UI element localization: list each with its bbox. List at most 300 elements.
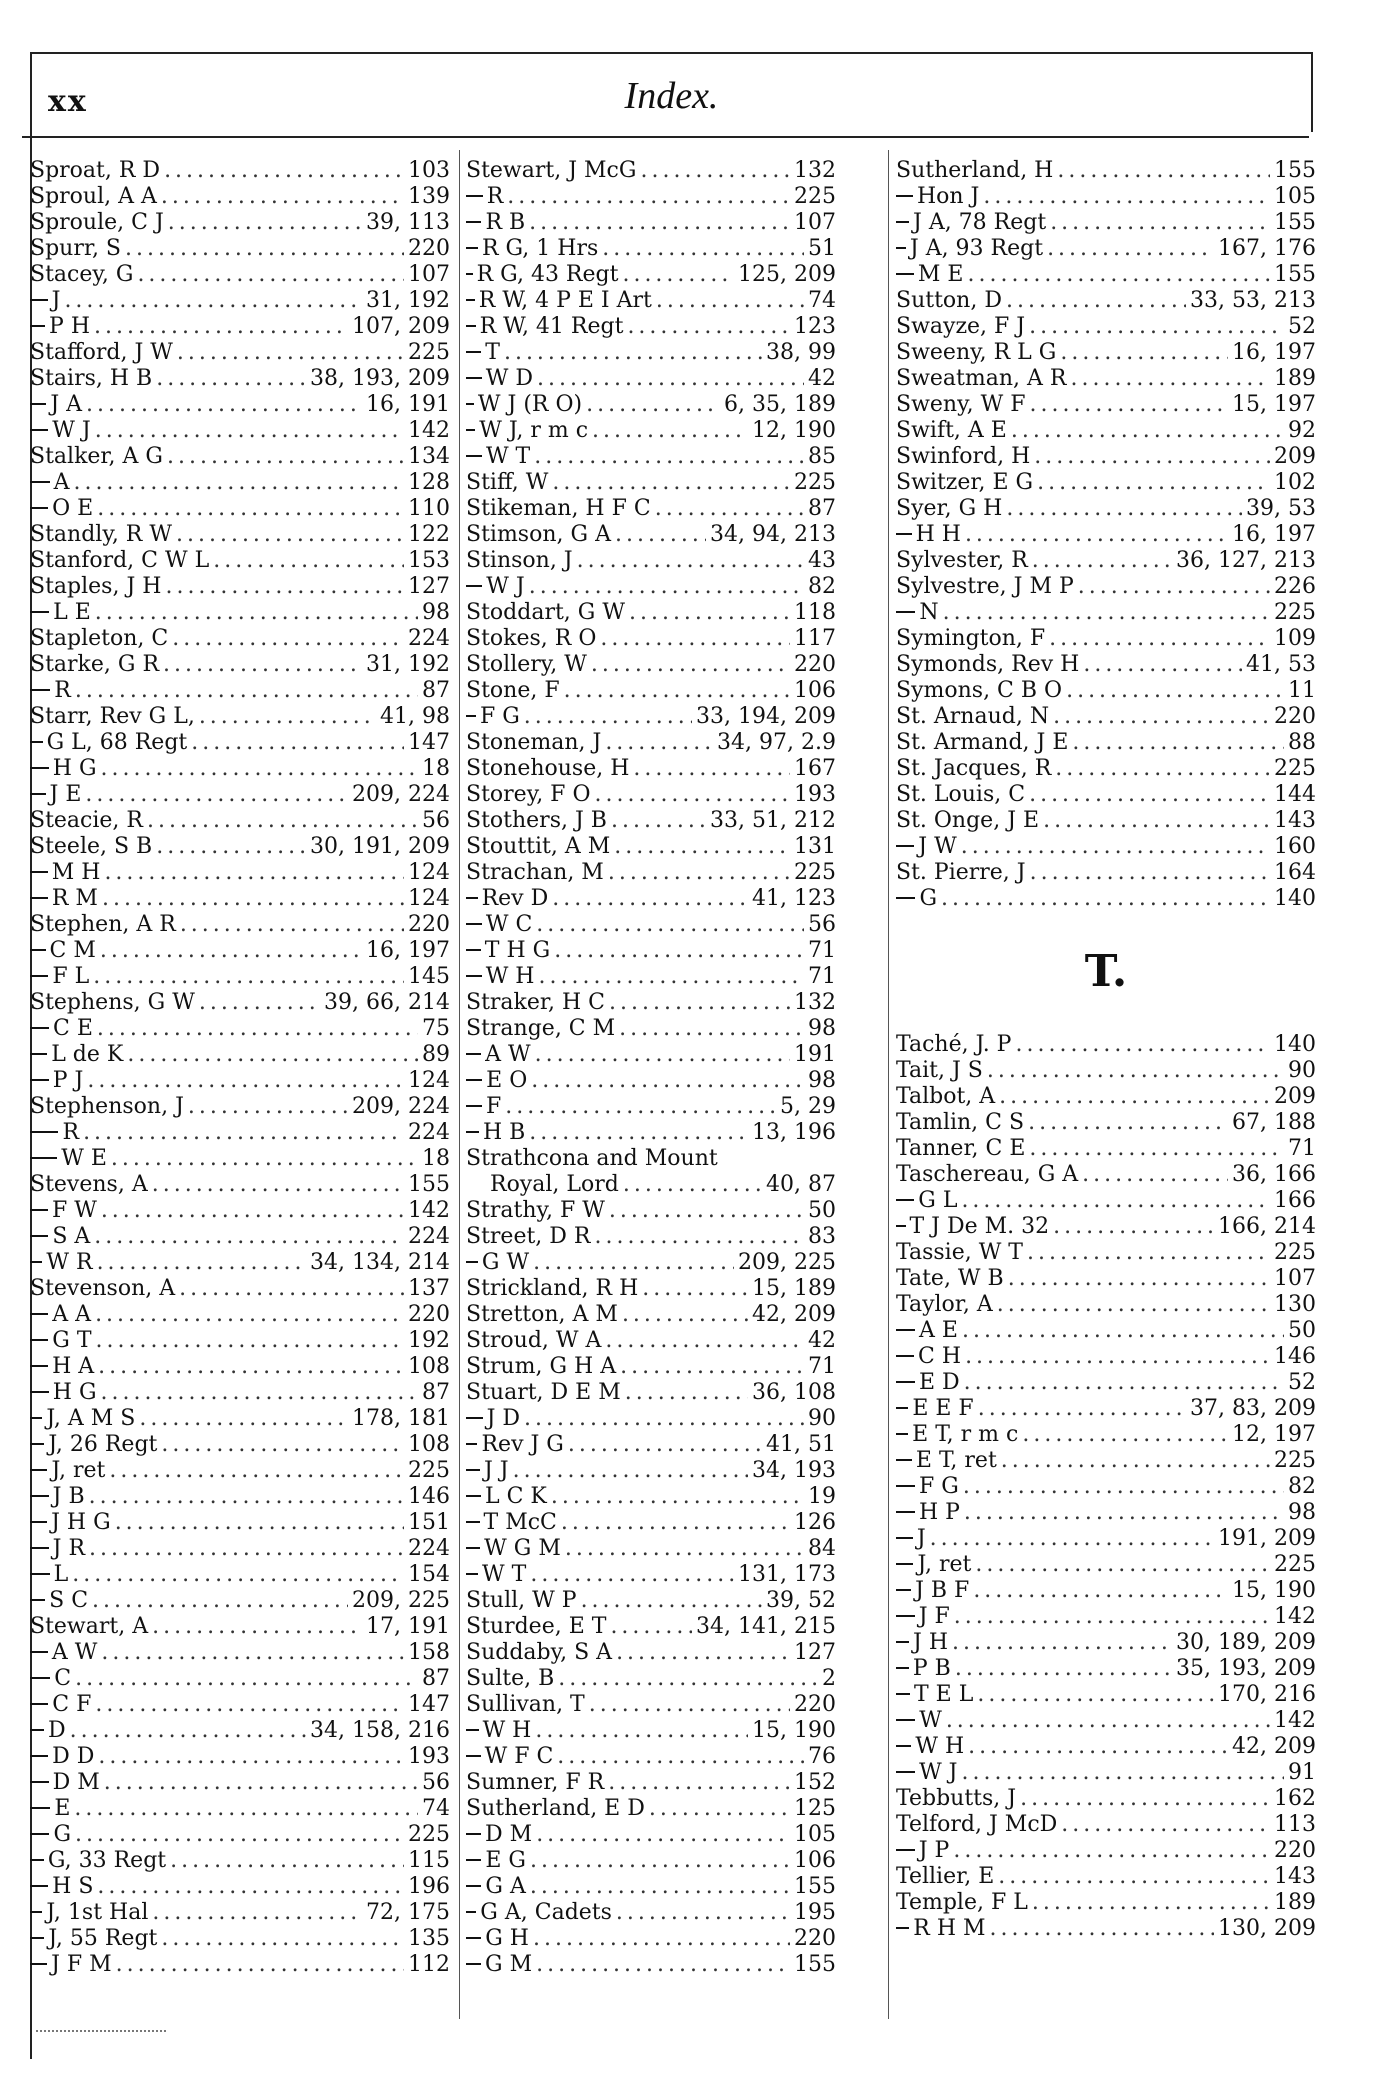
index-entry	[896, 1526, 1316, 1552]
index-entry	[30, 704, 450, 730]
ditto-dash	[466, 403, 474, 405]
ditto-dash	[466, 455, 482, 457]
entry-name: Stephenson, J	[30, 1094, 184, 1119]
leader-dots	[95, 1692, 404, 1718]
entry-pages: 91	[1288, 1760, 1316, 1785]
index-entry	[466, 1380, 836, 1406]
entry-pages: 33, 194, 209	[696, 704, 836, 729]
leader-dots	[535, 1042, 790, 1068]
entry-name: St. Jacques, R	[896, 756, 1052, 781]
leader-dots	[1020, 1786, 1270, 1812]
ditto-dash	[466, 1469, 480, 1471]
entry-pages: 224	[408, 1536, 450, 1561]
entry-pages: 15, 197	[1232, 392, 1316, 417]
entry-name: G L	[918, 1188, 958, 1213]
entry-name: E O	[486, 1068, 528, 1093]
entry-name: Syer, G H	[896, 496, 1003, 521]
entry-name: Tamlin, C S	[896, 1110, 1025, 1135]
leader-dots	[104, 1770, 418, 1796]
entry-pages: 153	[408, 548, 450, 573]
entry-pages: 134	[408, 444, 450, 469]
entry-pages: 15, 190	[1232, 1578, 1316, 1603]
entry-pages: 2	[822, 1666, 836, 1691]
index-entry	[466, 210, 836, 236]
leader-dots	[176, 522, 404, 548]
entry-name: Stacey, G	[30, 262, 134, 287]
entry-name: Stairs, H B	[30, 366, 153, 391]
entry-pages: 31, 192	[366, 288, 450, 313]
leader-dots	[529, 574, 804, 600]
entry-pages: 90	[808, 1406, 836, 1431]
leader-dots	[505, 1094, 776, 1120]
ditto-dash	[30, 429, 48, 431]
entry-name: J H G	[51, 1510, 111, 1535]
ditto-dash	[466, 1755, 481, 1757]
index-entry	[896, 730, 1316, 756]
leader-dots	[1029, 314, 1284, 340]
leader-dots	[611, 808, 706, 834]
ditto-dash	[466, 247, 478, 249]
index-entry	[466, 366, 836, 392]
leader-dots	[533, 1926, 790, 1952]
entry-name: Stimson, G A	[466, 522, 611, 547]
index-entry	[896, 158, 1316, 184]
entry-name: C E	[53, 1016, 93, 1041]
entry-name: W H	[915, 1734, 965, 1759]
entry-pages: 15, 189	[752, 1276, 836, 1301]
leader-dots	[199, 704, 376, 730]
ditto-dash	[30, 1703, 48, 1705]
leader-dots	[568, 1432, 762, 1458]
entry-pages: 12, 197	[1232, 1422, 1316, 1447]
index-entry	[466, 782, 836, 808]
entry-name: W E	[61, 1146, 107, 1171]
index-entry	[896, 1240, 1316, 1266]
leader-dots	[586, 392, 720, 418]
entry-pages: 151	[408, 1510, 450, 1535]
entry-name: J, A M S	[46, 1406, 136, 1431]
entry-pages: 128	[408, 470, 450, 495]
entry-pages: 155	[408, 1172, 450, 1197]
entry-pages: 34, 134, 214	[310, 1250, 450, 1275]
entry-name: T H G	[484, 938, 551, 963]
ditto-dash	[896, 1615, 915, 1617]
entry-name: Sullivan, T	[466, 1692, 585, 1717]
entry-name: Stiff, W	[466, 470, 549, 495]
leader-dots	[962, 1318, 1284, 1344]
entry-name: Telford, J McD	[896, 1812, 1058, 1837]
leader-dots	[97, 1874, 404, 1900]
entry-name: F W	[51, 1198, 97, 1223]
index-entry	[30, 1744, 450, 1770]
leader-dots	[978, 1396, 1186, 1422]
index-entry	[896, 1110, 1316, 1136]
leader-dots	[101, 1380, 418, 1406]
index-entry	[466, 756, 836, 782]
entry-pages: 90	[1288, 1058, 1316, 1083]
entry-name: L de K	[51, 1042, 124, 1067]
ditto-dash	[896, 195, 913, 197]
entry-pages: 33, 51, 212	[710, 808, 836, 833]
entry-name: Tebbutts, J	[896, 1786, 1017, 1811]
entry-name: E E F	[912, 1396, 974, 1421]
entry-pages: 71	[808, 964, 836, 989]
index-entry	[466, 548, 836, 574]
entry-pages: 146	[1274, 1344, 1316, 1369]
entry-pages: 125, 209	[738, 262, 836, 287]
leader-dots	[1061, 1812, 1270, 1838]
index-entry	[466, 1562, 836, 1588]
leader-dots	[87, 1068, 404, 1094]
entry-name: H A	[52, 1354, 95, 1379]
leader-dots	[139, 1406, 348, 1432]
ditto-dash	[30, 1781, 49, 1783]
leader-dots	[127, 1042, 418, 1068]
leader-dots	[70, 1718, 306, 1744]
leader-dots	[619, 1016, 804, 1042]
entry-name: J D	[486, 1406, 521, 1431]
leader-dots	[97, 1016, 418, 1042]
entry-name: R B	[485, 210, 526, 235]
leader-dots	[537, 366, 804, 392]
entry-name: Stikeman, H F C	[466, 496, 651, 521]
index-entry	[466, 340, 836, 366]
index-entry	[466, 1692, 836, 1718]
entry-name: St. Pierre, J	[896, 860, 1026, 885]
entry-pages: 51	[808, 236, 836, 261]
index-entry	[30, 730, 450, 756]
leader-dots	[1030, 860, 1270, 886]
entry-pages: 162	[1274, 1786, 1316, 1811]
entry-pages: 37, 83, 209	[1190, 1396, 1316, 1421]
index-entry	[30, 392, 450, 418]
ditto-dash	[466, 1859, 481, 1861]
index-entry	[30, 1484, 450, 1510]
entry-name: Strathcona and Mount	[466, 1146, 718, 1171]
entry-name: T	[485, 340, 500, 365]
entry-pages: 110	[408, 496, 450, 521]
leader-dots	[1053, 1214, 1214, 1240]
entry-pages: 76	[808, 1744, 836, 1769]
leader-dots	[990, 1916, 1214, 1942]
index-entry	[30, 964, 450, 990]
entry-name: G	[919, 886, 938, 911]
ditto-dash	[896, 1199, 914, 1201]
index-entry	[466, 886, 836, 912]
leader-dots	[530, 1874, 790, 1900]
index-entry	[466, 262, 836, 288]
leader-dots	[943, 600, 1270, 626]
leader-dots	[605, 730, 713, 756]
entry-name: J P	[918, 1838, 950, 1863]
entry-name: F G	[919, 1474, 959, 1499]
header-rule	[22, 136, 1309, 138]
leader-dots	[94, 314, 348, 340]
entry-pages: 98	[808, 1016, 836, 1041]
ditto-dash	[896, 1433, 908, 1435]
ditto-dash	[466, 585, 482, 587]
entry-pages: 39, 53	[1246, 496, 1316, 521]
index-entry	[466, 392, 836, 418]
entry-name: Stephens, G W	[30, 990, 195, 1015]
entry-pages: 71	[808, 1354, 836, 1379]
entry-pages: 36, 127, 213	[1176, 548, 1316, 573]
leader-dots	[1057, 158, 1270, 184]
index-entry	[30, 1848, 450, 1874]
ditto-dash	[30, 1911, 42, 1913]
entry-pages: 142	[408, 1198, 450, 1223]
ditto-dash	[466, 897, 478, 899]
entry-name: Sturdee, E T	[466, 1614, 607, 1639]
leader-dots	[1072, 730, 1284, 756]
leader-dots	[963, 1474, 1284, 1500]
index-entry	[896, 1370, 1316, 1396]
entry-pages: 139	[408, 184, 450, 209]
index-entry	[896, 314, 1316, 340]
index-entry	[30, 860, 450, 886]
leader-dots	[967, 262, 1270, 288]
index-entry	[466, 938, 836, 964]
leader-dots	[1006, 288, 1186, 314]
entry-name: Symonds, Rev H	[896, 652, 1080, 677]
entry-name: J	[916, 1526, 926, 1551]
index-entry	[30, 1770, 450, 1796]
index-entry	[466, 1640, 836, 1666]
entry-name: C M	[49, 938, 96, 963]
entry-name: Stretton, A M	[466, 1302, 618, 1327]
entry-name: G W	[481, 1250, 530, 1275]
ditto-dash	[896, 897, 915, 899]
entry-name: L E	[53, 600, 91, 625]
leader-dots	[656, 288, 804, 314]
leader-dots	[655, 496, 804, 522]
ditto-dash	[30, 1729, 44, 1731]
leader-dots	[1032, 1890, 1270, 1916]
column-separator	[459, 150, 460, 2019]
ditto-dash	[466, 273, 473, 275]
entry-pages: 98	[808, 1068, 836, 1093]
index-entry	[896, 1578, 1316, 1604]
index-entry	[30, 1692, 450, 1718]
entry-name: J E	[49, 782, 82, 807]
leader-dots	[83, 1120, 404, 1146]
leader-dots	[1029, 1136, 1284, 1162]
leader-dots	[1043, 808, 1270, 834]
index-entry	[30, 236, 450, 262]
entry-name: R G, 43 Regt	[476, 262, 619, 287]
entry-pages: 88	[1288, 730, 1316, 755]
entry-pages: 152	[794, 1770, 836, 1795]
entry-pages: 167, 176	[1218, 236, 1316, 261]
entry-name: J, ret	[917, 1552, 972, 1577]
index-entry	[30, 1588, 450, 1614]
entry-name: Rev J G	[481, 1432, 564, 1457]
ditto-dash	[30, 1859, 44, 1861]
index-entry	[896, 236, 1316, 262]
entry-name: Stinson, J	[466, 548, 573, 573]
entry-pages: 56	[422, 1770, 450, 1795]
leader-dots	[74, 1796, 418, 1822]
leader-dots	[955, 1656, 1172, 1682]
leader-dots	[961, 834, 1270, 860]
leader-dots	[952, 1630, 1172, 1656]
entry-name: Taché, J. P	[896, 1032, 1012, 1057]
leader-dots	[530, 1848, 790, 1874]
entry-name: Stollery, W	[466, 652, 587, 677]
entry-pages: 154	[408, 1562, 450, 1587]
entry-name: Sweny, W F	[896, 392, 1026, 417]
entry-pages: 87	[422, 1380, 450, 1405]
entry-pages: 72, 175	[366, 1900, 450, 1925]
leader-dots	[102, 886, 404, 912]
index-entry	[30, 548, 450, 574]
index-entry	[30, 1432, 450, 1458]
entry-pages: 87	[422, 678, 450, 703]
index-entry	[30, 470, 450, 496]
leader-dots	[109, 1458, 404, 1484]
entry-pages: 15, 190	[752, 1718, 836, 1743]
entry-name: St. Arnaud, N	[896, 704, 1050, 729]
index-entry	[466, 522, 836, 548]
index-entry	[30, 1224, 450, 1250]
entry-pages: 209	[1274, 444, 1316, 469]
leader-dots	[561, 1510, 790, 1536]
leader-dots	[1029, 392, 1228, 418]
leader-dots	[98, 1744, 404, 1770]
index-entry	[466, 808, 836, 834]
leader-dots	[1029, 782, 1270, 808]
leader-dots	[111, 1146, 418, 1172]
ditto-dash	[30, 1469, 47, 1471]
entry-name: E D	[918, 1370, 960, 1395]
entry-pages: 107, 209	[352, 314, 450, 339]
leader-dots	[1011, 418, 1284, 444]
leader-dots	[535, 1718, 748, 1744]
entry-name: D D	[52, 1744, 95, 1769]
column-separator	[888, 150, 889, 2019]
entry-name: G	[53, 1822, 72, 1847]
entry-name: T McC	[483, 1510, 557, 1535]
index-entry	[896, 1058, 1316, 1084]
leader-dots	[946, 1708, 1270, 1734]
index-entry	[466, 1744, 836, 1770]
ditto-dash	[896, 1589, 911, 1591]
entry-name: R	[54, 678, 71, 703]
index-entry	[466, 1900, 836, 1926]
ditto-dash	[896, 533, 912, 535]
entry-name: L C K	[484, 1484, 547, 1509]
leader-dots	[600, 626, 790, 652]
index-entry	[30, 288, 450, 314]
entry-pages: 225	[408, 340, 450, 365]
index-entry	[466, 860, 836, 886]
entry-pages: 209, 224	[352, 782, 450, 807]
leader-dots	[1008, 1266, 1270, 1292]
entry-name: Strum, G H A	[466, 1354, 617, 1379]
index-entry	[466, 314, 836, 340]
ditto-dash	[466, 1729, 479, 1731]
leader-dots	[1001, 1448, 1270, 1474]
index-entry	[30, 1666, 450, 1692]
ditto-dash	[30, 975, 48, 977]
leader-dots	[116, 1952, 404, 1978]
entry-pages: 142	[408, 418, 450, 443]
index-entry	[30, 574, 450, 600]
entry-pages: 225	[1274, 1552, 1316, 1577]
entry-name: M E	[917, 262, 964, 287]
leader-dots	[625, 1380, 748, 1406]
leader-dots	[968, 1734, 1228, 1760]
section-letter: T.	[1084, 946, 1128, 997]
entry-name: Swinford, H	[896, 444, 1031, 469]
leader-dots	[161, 1432, 404, 1458]
leader-dots	[100, 938, 362, 964]
ditto-dash	[30, 897, 48, 899]
entry-pages: 107	[1274, 1266, 1316, 1291]
entry-pages: 33, 53, 213	[1190, 288, 1316, 313]
entry-name: Sylvester, R	[896, 548, 1028, 573]
leader-dots	[536, 912, 804, 938]
entry-pages: 209, 225	[352, 1588, 450, 1613]
entry-name: S A	[52, 1224, 91, 1249]
leader-dots	[602, 236, 804, 262]
index-entry	[466, 1328, 836, 1354]
entry-name: W J (R O)	[477, 392, 583, 417]
index-entry	[466, 1068, 836, 1094]
leader-dots	[95, 418, 404, 444]
index-entry	[466, 990, 836, 1016]
entry-pages: 41, 51	[766, 1432, 836, 1457]
ditto-dash	[896, 1537, 913, 1539]
entry-name: W D	[485, 366, 534, 391]
index-entry	[896, 548, 1316, 574]
entry-pages: 16, 197	[366, 938, 450, 963]
entry-name: A W	[485, 1042, 531, 1067]
entry-pages: 18	[422, 1146, 450, 1171]
index-entry	[30, 1796, 450, 1822]
leader-dots	[156, 834, 306, 860]
entry-name: W H	[485, 964, 535, 989]
ditto-dash	[896, 1225, 906, 1227]
leader-dots	[188, 1094, 348, 1120]
entry-name: E G	[485, 1848, 527, 1873]
ditto-dash	[30, 299, 48, 301]
entry-pages: 42	[808, 1328, 836, 1353]
entry-pages: 103	[408, 158, 450, 183]
entry-pages: 122	[408, 522, 450, 547]
ditto-dash	[466, 1963, 481, 1965]
entry-pages: 71	[808, 938, 836, 963]
ditto-dash	[30, 1833, 49, 1835]
leader-dots	[85, 782, 348, 808]
entry-name: A A	[52, 1302, 92, 1327]
leader-dots	[170, 1848, 404, 1874]
ditto-dash	[896, 611, 915, 613]
entry-pages: 16, 197	[1232, 522, 1316, 547]
entry-pages: 155	[1274, 262, 1316, 287]
ditto-dash	[896, 247, 906, 249]
index-entry	[896, 340, 1316, 366]
index-entry	[896, 496, 1316, 522]
index-entry	[466, 1796, 836, 1822]
leader-dots	[999, 1084, 1270, 1110]
entry-name: H G	[52, 756, 97, 781]
index-entry	[466, 730, 836, 756]
index-entry	[30, 1900, 450, 1926]
index-entry	[466, 1146, 836, 1172]
ditto-dash	[30, 1807, 50, 1809]
entry-pages: 42, 209	[752, 1302, 836, 1327]
